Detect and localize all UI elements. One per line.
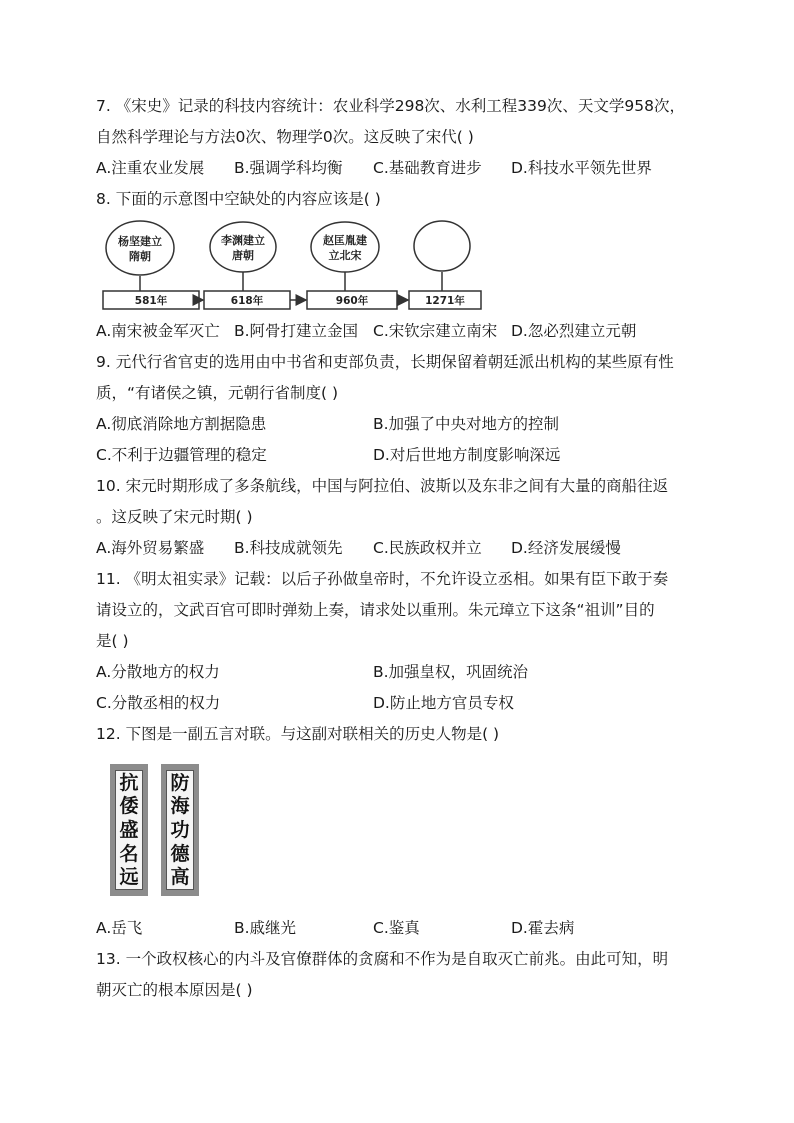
q10-option-a: A.海外贸易繁盛 (96, 539, 205, 557)
q7-option-d: D.科技水平领先世界 (511, 159, 652, 177)
q10-option-d: D.经济发展缓慢 (511, 539, 621, 557)
q11-option-b: B.加强皇权，巩固统治 (373, 663, 529, 681)
q7-stem-line2: 自然科学理论与方法0次、物理学0次。这反映了宋代( ) (96, 128, 474, 146)
couplet-char: 盛 (119, 818, 139, 841)
couplet-char: 德 (170, 842, 190, 865)
couplet-char: 远 (119, 866, 139, 889)
q12-option-c: C.鉴真 (373, 919, 420, 937)
q11-stem-line2: 请设立的，文武百官可即时弹劾上奏，请求处以重刑。朱元璋立下这条“祖训”目的 (96, 601, 655, 619)
q11-option-c: C.分散丞相的权力 (96, 694, 221, 712)
event-3-top: 赵匡胤建 (323, 234, 367, 247)
q11-option-a: A.分散地方的权力 (96, 663, 220, 681)
couplet-char: 名 (119, 842, 139, 865)
q9-stem-line2: 质，“有诸侯之镇，元朝行省制度( ) (96, 384, 339, 402)
event-1-bottom: 隋朝 (129, 250, 151, 263)
q8-option-d: D.忽必烈建立元朝 (511, 322, 637, 340)
q9-option-d: D.对后世地方制度影响深远 (373, 446, 561, 464)
couplet-scroll-left (161, 764, 199, 896)
dynasty-timeline-diagram (100, 218, 490, 314)
q7-stem-line1: 7. 《宋史》记录的科技内容统计：农业科学298次、水利工程339次、天文学958次， (96, 97, 685, 115)
q13-stem-line1: 13. 一个政权核心的内斗及官僚群体的贪腐和不作为是自取灭亡前兆。由此可知，明 (96, 950, 669, 968)
q9-option-c: C.不利于边疆管理的稳定 (96, 446, 267, 464)
q7-option-a: A.注重农业发展 (96, 159, 205, 177)
q10-stem-line2: 。这反映了宋元时期( ) (96, 508, 253, 526)
q8-option-c: C.宋钦宗建立南宋 (373, 322, 498, 340)
event-oval-3 (311, 222, 379, 272)
year-label-4: 1271年 (425, 295, 465, 307)
couplet-char: 倭 (119, 795, 139, 818)
q9-option-a: A.彻底消除地方割据隐患 (96, 415, 267, 433)
event-oval-2 (210, 222, 276, 272)
q12-option-a: A.岳飞 (96, 919, 143, 937)
q11-stem-line3: 是( ) (96, 632, 129, 650)
q10-option-c: C.民族政权并立 (373, 539, 482, 557)
q7-option-b: B.强调学科均衡 (234, 159, 343, 177)
q8-stem: 8. 下面的示意图中空缺处的内容应该是( ) (96, 190, 381, 208)
q10-stem-line1: 10. 宋元时期形成了多条航线，中国与阿拉伯、波斯以及东非之间有大量的商船往返 (96, 477, 669, 495)
q9-option-b: B.加强了中央对地方的控制 (373, 415, 560, 433)
q12-stem: 12. 下图是一副五言对联。与这副对联相关的历史人物是( ) (96, 725, 500, 743)
event-oval-1 (106, 221, 174, 275)
q8-option-a: A.南宋被金军灭亡 (96, 322, 220, 340)
q11-stem-line1: 11. 《明太祖实录》记载：以后子孙做皇帝时，不允许设立丞相。如果有臣下敢于奏 (96, 570, 669, 588)
couplet-scroll-right (110, 764, 148, 896)
couplet-char: 抗 (119, 771, 139, 794)
event-2-top: 李渊建立 (221, 234, 265, 247)
couplet-char: 功 (170, 818, 190, 841)
q9-stem-line1: 9. 元代行省官吏的选用由中书省和吏部负责，长期保留着朝廷派出机构的某些原有性 (96, 353, 674, 371)
q7-option-c: C.基础教育进步 (373, 159, 482, 177)
q12-option-d: D.霍去病 (511, 919, 575, 937)
q13-stem-line2: 朝灭亡的根本原因是( ) (96, 981, 253, 999)
couplet-char: 高 (170, 866, 190, 889)
year-label-3: 960年 (335, 295, 369, 307)
couplet-char: 防 (170, 771, 190, 794)
event-2-bottom: 唐朝 (232, 249, 254, 262)
year-label-2: 618年 (230, 295, 264, 307)
q12-option-b: B.戚继光 (234, 919, 297, 937)
couplet-image (106, 764, 206, 900)
event-3-bottom: 立北宋 (328, 249, 362, 262)
q8-option-b: B.阿骨打建立金国 (234, 322, 359, 340)
event-oval-4-blank (414, 221, 470, 271)
year-label-1: 581年 (134, 295, 168, 307)
q10-option-b: B.科技成就领先 (234, 539, 343, 557)
couplet-char: 海 (170, 795, 190, 818)
q11-option-d: D.防止地方官员专权 (373, 694, 514, 712)
event-1-top: 杨坚建立 (118, 235, 162, 248)
